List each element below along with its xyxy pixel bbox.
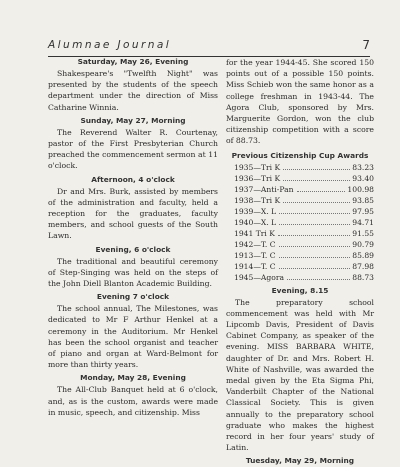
award-year-club: 1937—Anti-Pan <box>234 184 294 194</box>
award-row <box>226 206 374 217</box>
award-row <box>226 250 374 261</box>
award-row <box>226 184 374 195</box>
award-score: 97.95 <box>352 206 374 216</box>
section-heading: Monday, May 28, Evening <box>80 373 186 383</box>
left-column <box>48 57 218 417</box>
award-row <box>226 261 374 272</box>
right-column <box>226 57 374 466</box>
dot-leader <box>279 257 351 258</box>
section-heading: Evening, 6 o'clock <box>95 244 171 254</box>
dot-leader <box>283 180 350 181</box>
section-paragraph: The school annual, The Milestones, was dedicated to Mr F Arthur Henkel at a ceremony in the Auditorium. Mr Henkel has been the school organist and teacher of piano and organ at Ward-Belmont for more than thirty years. <box>48 304 218 370</box>
award-year-club: 1945—Agora <box>234 272 284 282</box>
section-heading: Evening 7 o'clock <box>96 292 170 302</box>
dot-leader <box>283 202 350 203</box>
award-year-club: 1938—Tri K <box>234 195 281 205</box>
award-row <box>226 173 374 184</box>
dot-leader <box>279 246 351 247</box>
award-year-club: 1939—X. L <box>234 206 277 216</box>
award-score: 83.23 <box>352 162 374 172</box>
section-heading: Evening, 8.15 <box>271 285 329 295</box>
award-score: 94.71 <box>352 217 374 227</box>
section-heading: Tuesday, May 29, Morning <box>245 456 355 466</box>
award-score: 91.55 <box>352 228 374 238</box>
running-title: Alumnae Journal <box>48 39 172 51</box>
award-score: 88.73 <box>352 272 374 282</box>
section-paragraph: The Reverend Walter R. Courtenay, pastor of the First Presbyterian Church preached the commencement sermon at 11 o'clock. <box>48 127 218 171</box>
dot-leader <box>278 235 350 236</box>
section-heading: Afternoon, 4 o'clock <box>91 174 175 184</box>
section-heading: Sunday, May 27, Morning <box>80 115 186 125</box>
award-score: 100.98 <box>347 184 374 194</box>
award-score: 85.89 <box>352 250 374 260</box>
award-row <box>226 239 374 250</box>
award-year-club: 1941 Tri K <box>234 228 275 238</box>
award-row <box>226 272 374 283</box>
award-score: 93.40 <box>352 173 374 183</box>
dot-leader <box>283 169 350 170</box>
page-header <box>48 30 370 57</box>
award-row <box>226 228 374 239</box>
awards-list <box>226 162 374 283</box>
award-year-club: 1914—T. C <box>234 261 276 271</box>
award-year-club: 1942—T. C <box>234 239 276 249</box>
section-paragraph: Dr and Mrs. Burk, assisted by members of the administration and faculty, held a reception for the graduates, faculty members, and school guests of the South Lawn. <box>48 186 218 241</box>
continued-paragraph: for the year 1944-45. She scored 150 points out of a possible 150 points. Miss Schieb won the same honor as a college freshman in 1943-44. The Agora Club, sponsored by Mrs. Marguerite Gordon, won the club citizenship competition with a score of 88.73. <box>226 58 374 146</box>
dot-leader <box>279 224 350 225</box>
dot-leader <box>287 279 350 280</box>
awards-title: Previous Citizenship Cup Awards <box>231 150 369 160</box>
award-year-club: 1936—Tri K <box>234 173 281 183</box>
section-paragraph: The traditional and beautiful ceremony of Step-Singing was held on the steps of the John Diell Blanton Academic Building. <box>48 256 218 289</box>
award-year-club: 1940—X. L <box>234 217 277 227</box>
dot-leader <box>279 213 350 214</box>
section-paragraph: The preparatory school commencement was held with Mr Lipcomb Davis, President of Davis Cabinet Company, as speaker of the evening. MISS BARBARA WHITE, daughter of Dr. and Mrs. Robert H. White of Nashville, was awarded the medal given by the Eta Sigma Phi, Vanderbilt Chapter of the National Classical Society. This is given annually to the preparatory school graduate who makes the highest record in her four years' study of Latin. <box>226 297 374 453</box>
section-heading: Saturday, May 26, Evening <box>77 57 189 66</box>
page-number: 7 <box>362 38 370 52</box>
award-year-club: 1935—Tri K <box>234 162 281 172</box>
dot-leader <box>279 268 351 269</box>
award-row <box>226 162 374 173</box>
dot-leader <box>297 191 346 192</box>
award-score: 87.98 <box>352 261 374 271</box>
award-row <box>226 195 374 206</box>
award-year-club: 1913—T. C <box>234 250 276 260</box>
award-score: 93.85 <box>352 195 374 205</box>
section-paragraph: The All-Club Banquet held at 6 o'clock, and, as is the custom, awards were made in music, speech, and citizenship. Miss <box>48 385 218 417</box>
section-paragraph: Shakespeare's "Twelfth Night" was presented by the students of the speech department under the direction of Miss Catharine Winnia. <box>48 69 218 112</box>
award-row <box>226 217 374 228</box>
award-score: 90.79 <box>352 239 374 249</box>
